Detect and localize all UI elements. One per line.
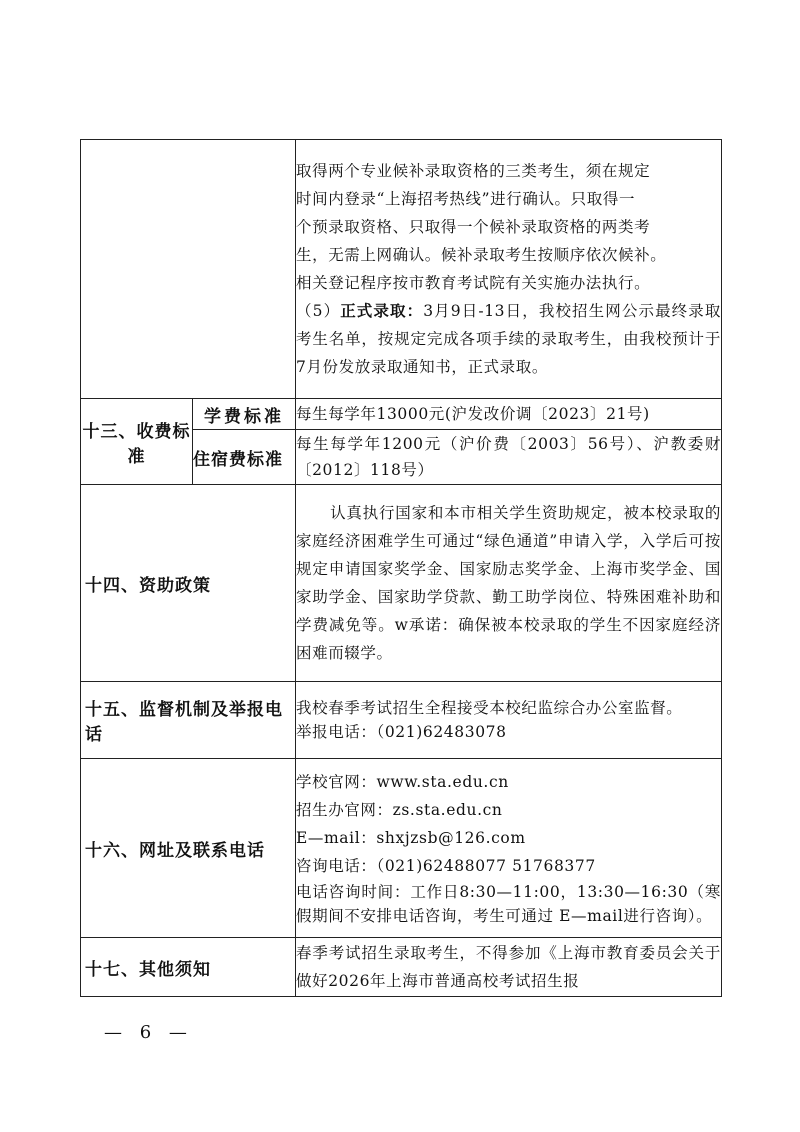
school-website: 学校官网：www.sta.edu.cn (296, 773, 509, 791)
admissions-table (80, 139, 722, 997)
text-line: 时间内登录“上海招考热线”进行确认。只取得一 (296, 190, 636, 208)
text-line: 生，无需上网确认。候补录取考生按顺序依次候补。 (296, 246, 667, 264)
other-text: 春季考试招生录取考生，不得参加《上海市教育委员会关于做好2026年上海市普通高校考试招生报 (296, 944, 721, 990)
table-row-fees-tuition (81, 399, 722, 430)
contact-heading: 十六、网址及联系电话 (81, 759, 296, 938)
financial-aid-text: 认真执行国家和本市相关学生资助规定，被本校录取的家庭经济困难学生可通过“绿色通道”申请入学，入学后可按规定申请国家奖学金、国家励志奖学金、上海市奖学金、国家助学金、国家助学贷款、勤工助学岗位、特殊困难补助和学费减免等。w承诺：确保被本校录取的学生不因家庭经济困难而辍学。 (296, 504, 721, 662)
other-heading: 十七、其他须知 (81, 938, 296, 997)
continued-content (296, 140, 722, 399)
table-row-financial-aid (81, 485, 722, 682)
table-row-other (81, 938, 722, 997)
table-row-continued (81, 140, 722, 399)
report-phone: 举报电话：（021)62483078 (296, 723, 507, 741)
tuition-label: 学费标准 (193, 399, 296, 430)
page-number: — 6 — (104, 1022, 193, 1043)
supervision-heading: 十五、监督机制及举报电话 (81, 682, 296, 759)
dorm-value-cell (296, 430, 722, 485)
fees-heading: 十三、收费标准 (81, 399, 193, 485)
financial-aid-heading: 十四、资助政策 (81, 485, 296, 682)
tuition-value-cell (296, 399, 722, 430)
table-row-supervision (81, 682, 722, 759)
contact-content (296, 759, 722, 938)
dorm-label: 住宿费标准 (193, 430, 296, 485)
dorm-value: 每生每学年1200元（沪价费〔2003〕56号）、沪教委财〔2012〕118号） (296, 435, 721, 479)
empty-heading-cell (81, 140, 296, 399)
table-row-contact (81, 759, 722, 938)
text-line: 取得两个专业候补录取资格的三类考生，须在规定 (296, 162, 651, 180)
financial-aid-content (296, 485, 722, 682)
contact-email: E—mail：shxjzsb@126.com (296, 829, 526, 847)
item-5-paragraph (296, 297, 721, 381)
admissions-website: 招生办官网：zs.sta.edu.cn (296, 801, 503, 819)
consult-phone: 咨询电话：（021)62488077 51768377 (296, 857, 596, 875)
consult-hours: 电话咨询时间：工作日8:30—11:00，13:30—16:30（寒假期间不安排电话咨询，考生可通过 E—mail进行咨询）。 (296, 883, 721, 925)
text-line: 个预录取资格、只取得一个候补录取资格的两类考 (296, 218, 651, 236)
item-5-title: 正式录取： (340, 302, 424, 320)
item-5-prefix: （5） (296, 302, 341, 320)
item-5-text: 3月9日-13日，我校招生网公示最终录取考生名单，按规定完成各项手续的录取考生，由我校预计于7月份发放录取通知书，正式录取。 (296, 302, 721, 376)
other-content (296, 938, 722, 997)
supervision-content (296, 682, 722, 759)
tuition-value: 每生每学年13000元(沪发改价调〔2023〕21号) (296, 405, 650, 423)
text-line: 相关登记程序按市教育考试院有关实施办法执行。 (296, 274, 651, 292)
supervision-text: 我校春季考试招生全程接受本校纪监综合办公室监督。 (296, 699, 683, 717)
